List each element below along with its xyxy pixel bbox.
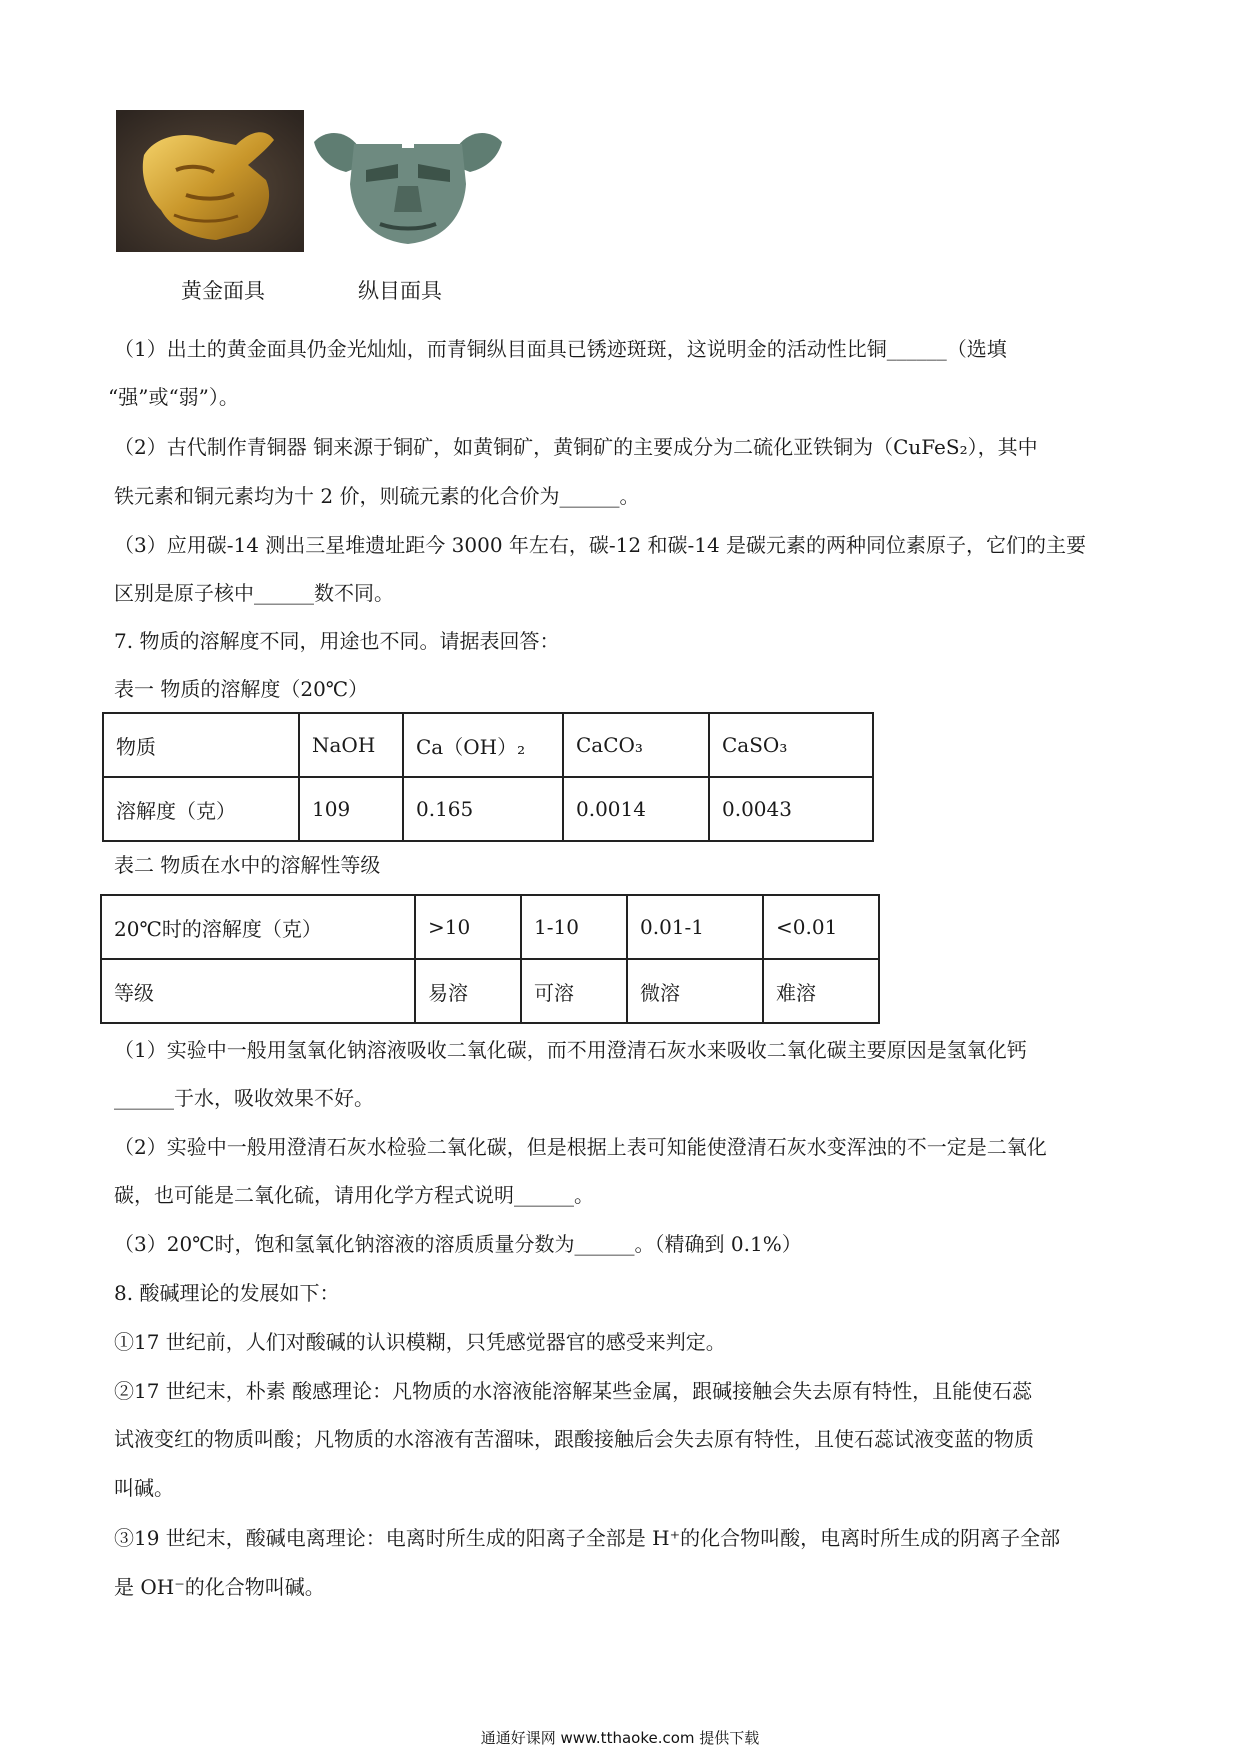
q7-part1-line1: （1）实验中一般用氢氧化钠溶液吸收二氧化碳，而不用澄清石灰水来吸收二氧化碳主要原因是氢氧化钙 bbox=[114, 1038, 1027, 1062]
q8-item2-line3: 叫碱。 bbox=[114, 1476, 174, 1500]
table-row bbox=[103, 777, 873, 841]
q7-part2-line1: （2）实验中一般用澄清石灰水检验二氧化碳，但是根据上表可知能使澄清石灰水变浑浊的不一定是二氧化 bbox=[114, 1135, 1047, 1159]
table-cell: 等级 bbox=[101, 959, 415, 1023]
table-cell: NaOH bbox=[299, 713, 403, 777]
table-cell: 0.01-1 bbox=[627, 895, 763, 959]
table-cell: 可溶 bbox=[521, 959, 627, 1023]
q7-stem: 7. 物质的溶解度不同，用途也不同。请据表回答： bbox=[114, 629, 560, 653]
table-cell: 难溶 bbox=[763, 959, 879, 1023]
table-cell: 微溶 bbox=[627, 959, 763, 1023]
gold-mask-caption: 黄金面具 bbox=[181, 279, 265, 303]
q8-item3-line2: 是 OH⁻的化合物叫碱。 bbox=[114, 1575, 325, 1599]
q6-part1-line2: “强”或“弱”）。 bbox=[108, 385, 239, 409]
table-cell: >10 bbox=[415, 895, 521, 959]
table-cell: 易溶 bbox=[415, 959, 521, 1023]
q6-part2-line2: 铁元素和铜元素均为十 2 价，则硫元素的化合价为______。 bbox=[114, 484, 640, 508]
table-cell: <0.01 bbox=[763, 895, 879, 959]
table-cell: Ca（OH）₂ bbox=[403, 713, 563, 777]
q6-part3-line2: 区别是原子核中______数不同。 bbox=[114, 581, 394, 605]
q8-item2-line1: ②17 世纪末，朴素 酸感理论：凡物质的水溶液能溶解某些金属，跟碱接触会失去原有特性，且能使石蕊 bbox=[114, 1379, 1033, 1403]
q8-item2-line2: 试液变红的物质叫酸；凡物质的水溶液有苦溜味，跟酸接触后会失去原有特性，且使石蕊试液变蓝的物质 bbox=[114, 1427, 1034, 1451]
gold-mask-image bbox=[116, 110, 304, 252]
table-cell: 20℃时的溶解度（克） bbox=[101, 895, 415, 959]
q7-part2-line2: 碳，也可能是二氧化硫，请用化学方程式说明______。 bbox=[114, 1183, 594, 1207]
table-cell: CaCO₃ bbox=[563, 713, 709, 777]
table-cell: CaSO₃ bbox=[709, 713, 873, 777]
table-row bbox=[103, 713, 873, 777]
q6-part2-line1: （2）古代制作青铜器 铜来源于铜矿，如黄铜矿，黄铜矿的主要成分为二硫化亚铁铜为（CuFeS₂），其中 bbox=[114, 435, 1038, 459]
table-row bbox=[101, 895, 879, 959]
table2-title: 表二 物质在水中的溶解性等级 bbox=[114, 853, 381, 877]
q6-part1-line1: （1）出土的黄金面具仍金光灿灿，而青铜纵目面具已锈迹斑斑，这说明金的活动性比铜______（选填 bbox=[114, 337, 1007, 361]
table-cell: 1-10 bbox=[521, 895, 627, 959]
table-cell: 0.0043 bbox=[709, 777, 873, 841]
table1-title: 表一 物质的溶解度（20℃） bbox=[114, 677, 369, 701]
q8-item3-line1: ③19 世纪末，酸碱电离理论：电离时所生成的阳离子全部是 H⁺的化合物叫酸，电离时所生成的阴离子全部 bbox=[114, 1526, 1061, 1550]
bronze-mask-image bbox=[306, 124, 510, 248]
q7-part3: （3）20℃时，饱和氢氧化钠溶液的溶质质量分数为______。（精确到 0.1%） bbox=[114, 1232, 802, 1256]
q6-part3-line1: （3）应用碳-14 测出三星堆遗址距今 3000 年左右，碳-12 和碳-14 是碳元素的两种同位素原子，它们的主要 bbox=[114, 533, 1087, 557]
table-cell: 109 bbox=[299, 777, 403, 841]
bronze-mask-caption: 纵目面具 bbox=[358, 279, 442, 303]
q8-item1: ①17 世纪前，人们对酸碱的认识模糊，只凭感觉器官的感受来判定。 bbox=[114, 1330, 726, 1354]
solubility-table bbox=[102, 712, 874, 842]
page-footer: 通通好课网 www.tthaoke.com 提供下载 bbox=[480, 1729, 760, 1747]
table-cell: 0.0014 bbox=[563, 777, 709, 841]
table-cell: 溶解度（克） bbox=[103, 777, 299, 841]
table-row bbox=[101, 959, 879, 1023]
q8-stem: 8. 酸碱理论的发展如下： bbox=[114, 1281, 340, 1305]
solubility-grade-table bbox=[100, 894, 880, 1024]
table-cell: 物质 bbox=[103, 713, 299, 777]
q7-part1-line2: ______于水，吸收效果不好。 bbox=[114, 1086, 374, 1110]
table-cell: 0.165 bbox=[403, 777, 563, 841]
